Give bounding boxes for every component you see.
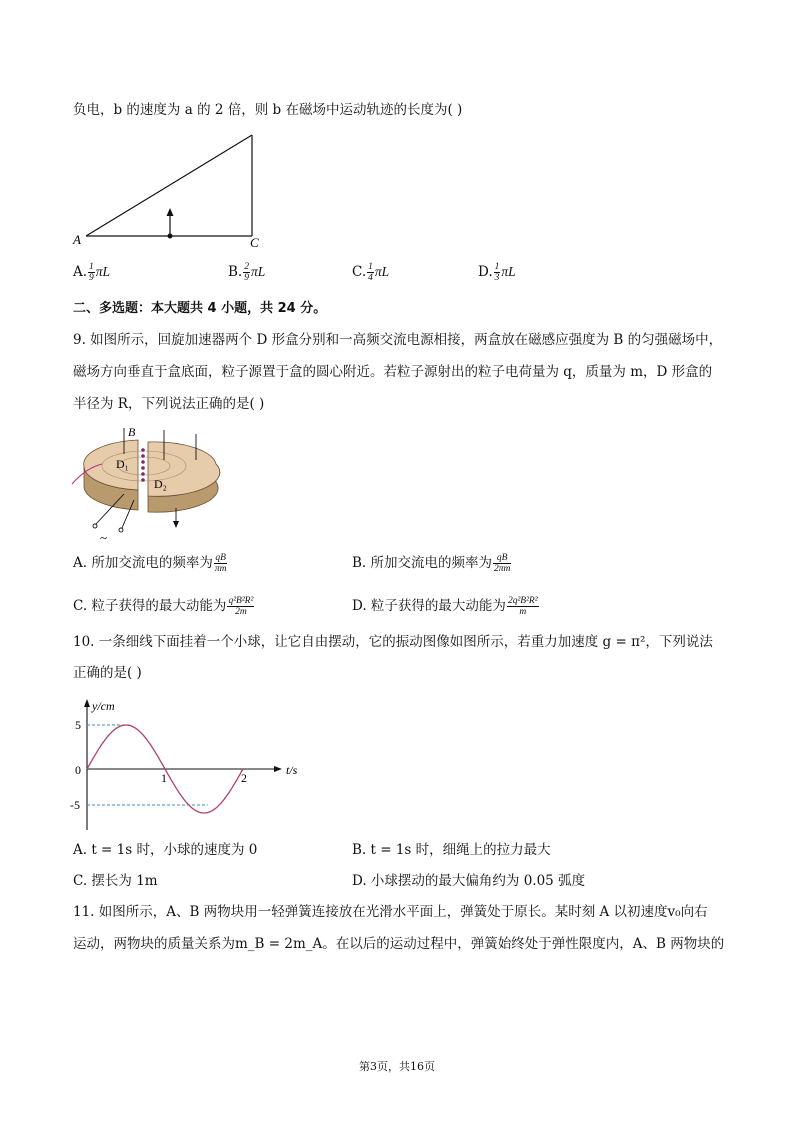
graph-y-pos: 5	[75, 718, 81, 732]
q8-option-b[interactable]: B. $\frac{2}{9}$ πL	[228, 262, 266, 283]
graph-xlabel: t/s	[286, 763, 298, 777]
q10-option-a[interactable]: A. t = 1s 时，小球的速度为 0	[73, 842, 258, 858]
graph-x1: 1	[161, 771, 167, 785]
q10-option-c[interactable]: C. 摆长为 1m	[73, 873, 158, 889]
q9-line-3: 半径为 R，下列说法正确的是( )	[73, 396, 265, 412]
cyclotron-diagram	[66, 424, 236, 546]
label-ac: ~	[100, 530, 108, 545]
label-c: C	[250, 235, 259, 250]
q9-line-2: 磁场方向垂直于盒底面，粒子源置于盒的圆心附近。若粒子源射出的粒子电荷量为 q，质量为 m，D 形盒的	[73, 364, 713, 380]
q9-option-d[interactable]: D. 粒子获得的最大动能为 $\frac{\text{2q²B²R²}}{m}$	[352, 596, 538, 617]
q9-line-1: 9. 如图所示，回旋加速器两个 D 形盒分别和一高频交流电源相接，两盒放在磁感应强度为 B 的匀强磁场中，	[73, 332, 723, 348]
q9-option-a[interactable]: A. 所加交流电的频率为 $\frac{qB}{\pi m}$	[73, 553, 227, 574]
q8-option-d[interactable]: D. $\frac{1}{3}$ πL	[478, 262, 516, 283]
q8-option-c[interactable]: C. $\frac{1}{4}$ πL	[352, 262, 390, 283]
triangle-diagram	[70, 130, 270, 250]
q10-line-1: 10. 一条细线下面挂着一个小球，让它自由摆动，它的振动图像如图所示，若重力加速度 g = π²，下列说法	[73, 634, 713, 650]
q10-line-2: 正确的是( )	[73, 665, 142, 681]
graph-y-neg: -5	[70, 798, 80, 812]
q9-option-b[interactable]: B. 所加交流电的频率为 $\frac{qB}{2\pi m}$	[352, 553, 511, 574]
section-header: 二、多选题：本大题共 4 小题，共 24 分。	[73, 301, 327, 316]
graph-y-zero: 0	[75, 763, 81, 777]
q8-option-a[interactable]: A. $\frac{1}{9}$ πL	[73, 262, 111, 283]
label-a: A	[73, 232, 81, 247]
intro-line: 负电，b 的速度为 a 的 2 倍，则 b 在磁场中运动轨迹的长度为( )	[73, 102, 463, 118]
q11-line-1: 11. 如图所示，A、B 两物块用一轻弹簧连接放在光滑水平面上，弹簧处于原长。某时刻 A 以初速度v₀向右	[73, 904, 708, 920]
oscillation-graph	[70, 695, 320, 835]
label-b: B	[128, 425, 136, 439]
page-footer: 第3页，共16页	[359, 1060, 435, 1073]
graph-x2: 2	[241, 771, 247, 785]
q10-option-b[interactable]: B. t = 1s 时，细绳上的拉力最大	[352, 842, 551, 858]
q9-option-c[interactable]: C. 粒子获得的最大动能为 $\frac{\text{q²B²R²}}{2m}$	[73, 596, 254, 617]
q10-option-d[interactable]: D. 小球摆动的最大偏角约为 0.05 弧度	[352, 873, 586, 889]
label-d2: D₂	[154, 477, 167, 491]
label-d1: D₁	[116, 457, 129, 471]
graph-ylabel: y/cm	[92, 699, 115, 713]
q11-line-2: 运动，两物块的质量关系为m_B = 2m_A。在以后的运动过程中，弹簧始终处于弹性限度内，A、B 两物块的	[73, 936, 725, 952]
